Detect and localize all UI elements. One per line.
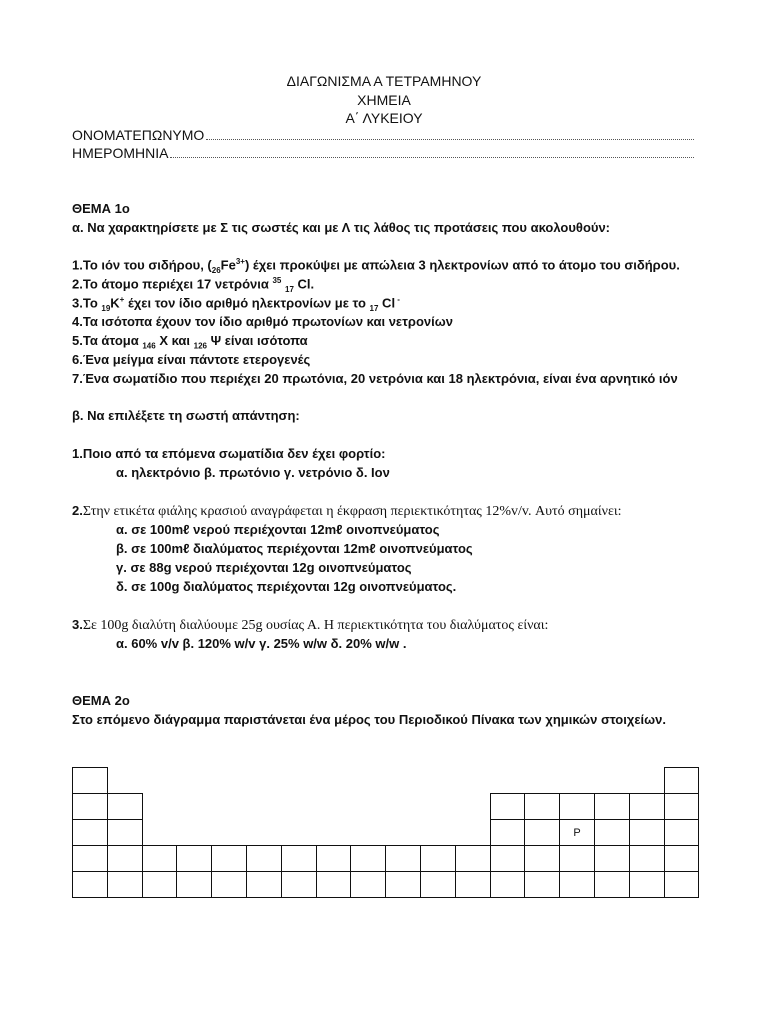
periodic-table-cell [594,793,630,820]
periodic-table-cell [559,819,595,846]
question-3: 3.Σε 100g διαλύτη διαλύουμε 25g ουσίας Α. Η περιεκτικότητα του διαλύματος είναι: [72,617,549,633]
periodic-table-cell [107,871,143,898]
periodic-table-cell [385,845,421,872]
part-a-instruction: α. Να χαρακτηρίσετε με Σ τις σωστές και με Λ τις λάθος τις προτάσεις που ακολουθούν: [72,220,611,235]
statement-7: 7.Ένα σωματίδιο που περιέχει 20 πρωτόνια, 20 νετρόνια και 18 ηλεκτρόνια, είναι ένα αρνητικό ιόν [72,371,678,386]
periodic-table-cell [490,871,526,898]
name-dotted-line [206,127,694,140]
periodic-table-cell [316,845,352,872]
periodic-table-cell [524,819,560,846]
periodic-table-cell [420,871,456,898]
periodic-table-cell [176,845,212,872]
question-2: 2.Στην ετικέτα φιάλης κρασιού αναγράφεται η έκφραση περιεκτικότητας 12%v/v. Αυτό σημαίνει: [72,503,622,519]
periodic-table-cell [142,845,178,872]
question-2-option-b: β. σε 100mℓ διαλύματος περιέχονται 12mℓ οινοπνεύματος [116,541,473,556]
periodic-table-cell [72,845,108,872]
periodic-table-cell [490,819,526,846]
element-symbol-label: P [573,826,581,839]
periodic-table-cell [664,793,700,820]
periodic-table-cell [176,871,212,898]
periodic-table-cell [350,871,386,898]
question-3-options: α. 60% v/v β. 120% w/v γ. 25% w/w δ. 20% w/w . [116,636,407,651]
periodic-table-cell [142,871,178,898]
periodic-table-cell [594,845,630,872]
periodic-table-cell [211,871,247,898]
periodic-table-cell [594,819,630,846]
statement-3: 3.Το $_{19}$K+ έχει τον ίδιο αριθμό ηλεκτρονίων με το $_{17}$ Cl - [72,295,400,313]
periodic-table-cell [559,871,595,898]
periodic-table-cell [72,767,108,794]
question-1: 1.Ποιο από τα επόμενα σωματίδια δεν έχει φορτίο: [72,446,386,461]
name-label: ΟΝΟΜΑΤΕΠΩΝΥΜΟ [72,127,205,143]
periodic-table-cell [455,845,491,872]
periodic-table-cell [455,871,491,898]
periodic-table-cell [664,819,700,846]
part-b-instruction: β. Να επιλέξετε τη σωστή απάντηση: [72,408,300,423]
question-2-option-c: γ. σε 88g νερού περιέχονται 12g οινοπνεύματος [116,560,412,575]
statement-5: 5.Τα άτομα $_{146}$ Χ και $_{126}$ Ψ είναι ισότοπα [72,333,308,351]
periodic-table-cell [524,871,560,898]
periodic-table-cell [385,871,421,898]
periodic-table-cell [664,767,700,794]
periodic-table-cell [490,845,526,872]
periodic-table-cell [559,845,595,872]
periodic-table-cell [246,845,282,872]
subject-title: ΧΗΜΕΙΑ [357,92,411,108]
periodic-table-cell [629,819,665,846]
periodic-table-cell [281,871,317,898]
periodic-table-cell [72,871,108,898]
theme1-title: ΘΕΜΑ 1ο [72,201,130,216]
periodic-table-cell [629,793,665,820]
periodic-table-cell [524,845,560,872]
periodic-table-cell [350,845,386,872]
periodic-table-cell [594,871,630,898]
periodic-table-cell [246,871,282,898]
statement-1: 1.Το ιόν του σιδήρου, $(_{26}Fe^{3+})$ έχει προκύψει με απώλεια 3 ηλεκτρονίων από το άτομο του σιδήρου. [72,257,680,275]
periodic-table-cell [107,793,143,820]
periodic-table-cell [490,793,526,820]
exam-title: ΔΙΑΓΩΝΙΣΜΑ Α ΤΕΤΡΑΜΗΝΟΥ [286,73,482,89]
theme2-title: ΘΕΜΑ 2ο [72,693,130,708]
question-1-options: α. ηλεκτρόνιο β. πρωτόνιο γ. νετρόνιο δ. Ιον [116,465,390,480]
date-label: ΗΜΕΡΟΜΗΝΙΑ [72,145,169,161]
periodic-table-cell [211,845,247,872]
name-field[interactable] [72,127,694,145]
theme2-instruction: Στο επόμενο διάγραμμα παριστάνεται ένα μέρος του Περιοδικού Πίνακα των χημικών στοιχείων. [72,712,666,727]
question-2-option-a: α. σε 100mℓ νερού περιέχονται 12mℓ οινοπνεύματος [116,522,440,537]
statement-4: 4.Τα ισότοπα έχουν τον ίδιο αριθμό πρωτονίων και νετρονίων [72,314,453,329]
periodic-table-cell [664,871,700,898]
periodic-table-cell [629,845,665,872]
periodic-table-cell [72,819,108,846]
periodic-table-cell [107,819,143,846]
periodic-table-cell [524,793,560,820]
class-title: Α΄ ΛΥΚΕΙΟΥ [345,110,423,126]
periodic-table-cell [72,793,108,820]
periodic-table-cell [281,845,317,872]
periodic-table-cell [316,871,352,898]
periodic-table-cell [664,845,700,872]
periodic-table-cell [629,871,665,898]
statement-6: 6.Ένα μείγμα είναι πάντοτε ετερογενές [72,352,311,367]
date-dotted-line [170,145,694,158]
question-2-option-d: δ. σε 100g διαλύματος περιέχονται 12g οινοπνεύματος. [116,579,457,594]
date-field[interactable] [72,145,694,163]
periodic-table-cell [107,845,143,872]
statement-2: 2.Το άτομο περιέχει 17 νετρόνια $^{35}$ $_{17}$ Cl. [72,276,315,294]
periodic-table-cell [420,845,456,872]
periodic-table-cell [559,793,595,820]
